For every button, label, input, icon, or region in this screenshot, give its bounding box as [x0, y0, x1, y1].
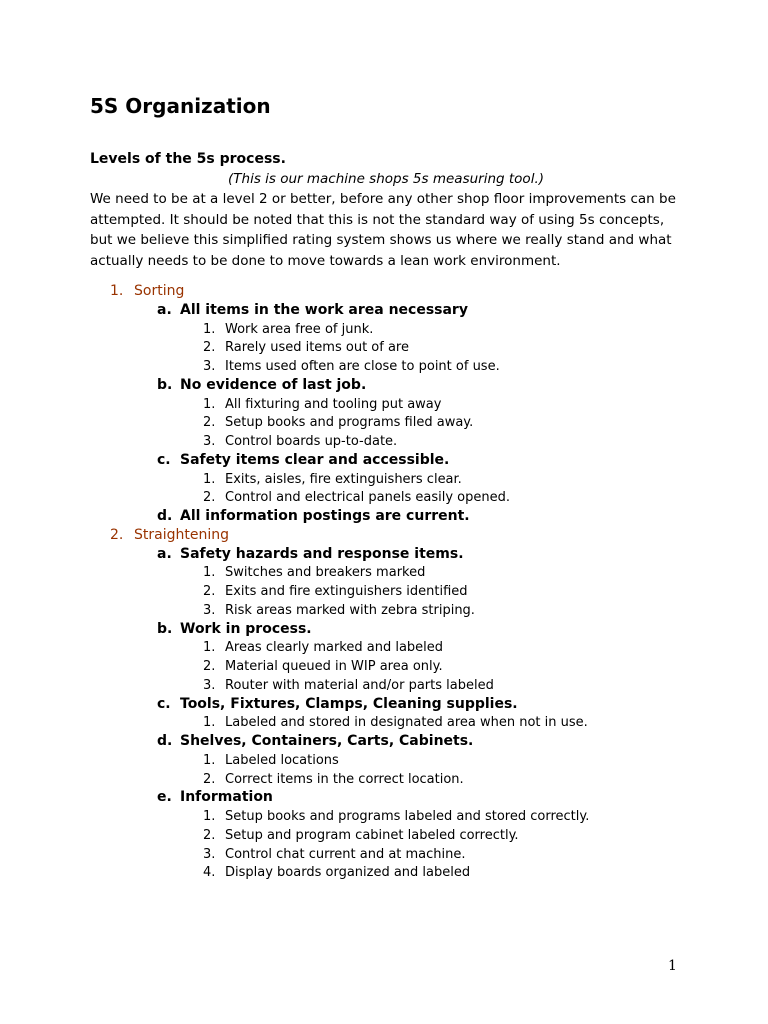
checklist-item-number: 2. — [203, 827, 216, 843]
document-subtitle: Levels of the 5s process. — [90, 151, 286, 167]
criteria-item-label: Tools, Fixtures, Clamps, Cleaning supplies. — [180, 695, 518, 712]
checklist-item-number: 3. — [203, 846, 216, 862]
criteria-item-number: a. — [157, 545, 172, 562]
criteria-item-number: c. — [157, 695, 171, 712]
checklist-item-label: Setup and program cabinet labeled correctly. — [225, 827, 519, 843]
checklist-item-number: 2. — [203, 771, 216, 787]
checklist-item — [0, 582, 768, 601]
criteria-item-label: All information postings are current. — [180, 508, 470, 524]
checklist-item-number: 1. — [203, 565, 216, 581]
criteria-item — [0, 732, 768, 751]
criteria-item-number: d. — [157, 508, 173, 524]
criteria-item-label: Work in process. — [180, 620, 312, 637]
criteria-item-number: a. — [157, 301, 172, 318]
criteria-item — [0, 788, 768, 807]
checklist-item-number: 3. — [203, 602, 216, 618]
checklist-item — [0, 845, 768, 864]
checklist-item-number: 1. — [203, 471, 216, 487]
checklist-item-label: Exits, aisles, fire extinguishers clear. — [225, 471, 462, 487]
checklist-item-label: Items used often are close to point of use. — [225, 359, 500, 374]
checklist-item-label: Control and electrical panels easily opened. — [225, 490, 510, 506]
checklist-item-label: All fixturing and tooling put away — [225, 396, 442, 412]
section-heading — [0, 282, 768, 301]
checklist-item — [0, 357, 768, 376]
criteria-item — [0, 545, 768, 564]
checklist-item-number: 1. — [203, 321, 216, 337]
checklist-item — [0, 807, 768, 826]
criteria-item — [0, 451, 768, 470]
checklist-item-number: 2. — [203, 659, 216, 674]
outline-list — [0, 282, 768, 882]
checklist-item-number: 2. — [203, 490, 216, 506]
checklist-item — [0, 676, 768, 695]
checklist-item-label: Switches and breakers marked — [225, 565, 426, 581]
page-number: 1 — [668, 958, 677, 974]
checklist-item-number: 4. — [203, 865, 216, 881]
checklist-item-number: 2. — [203, 415, 216, 431]
criteria-item-number: b. — [157, 376, 173, 393]
checklist-item-label: Material queued in WIP area only. — [225, 659, 443, 674]
checklist-item-label: Setup books and programs filed away. — [225, 415, 474, 431]
criteria-item-number: e. — [157, 789, 172, 806]
criteria-item-label: Safety hazards and response items. — [180, 545, 464, 562]
checklist-item — [0, 638, 768, 657]
checklist-item-label: Labeled and stored in designated area when not in use. — [225, 715, 588, 731]
section-heading-label: Sorting — [134, 283, 185, 299]
criteria-item — [0, 620, 768, 639]
checklist-item-number: 1. — [203, 396, 216, 412]
checklist-item-label: Correct items in the correct location. — [225, 771, 464, 787]
section-heading — [0, 526, 768, 545]
checklist-item — [0, 432, 768, 451]
checklist-item-number: 2. — [203, 584, 216, 599]
criteria-item-label: Safety items clear and accessible. — [180, 451, 450, 468]
criteria-item — [0, 507, 768, 526]
checklist-item-number: 1. — [203, 715, 216, 731]
checklist-item-number: 3. — [203, 677, 216, 693]
checklist-item — [0, 863, 768, 882]
checklist-item-label: Control chat current and at machine. — [225, 846, 466, 862]
checklist-item — [0, 320, 768, 339]
criteria-item-number: d. — [157, 733, 173, 749]
checklist-item-label: Areas clearly marked and labeled — [225, 640, 444, 656]
measuring-tool-note: (This is our machine shops 5s measuring tool.) — [228, 171, 544, 187]
criteria-item — [0, 376, 768, 395]
checklist-item — [0, 770, 768, 789]
checklist-item-label: Risk areas marked with zebra striping. — [225, 602, 475, 618]
checklist-item-label: Exits and fire extinguishers identified — [225, 584, 468, 599]
checklist-item-label: Labeled locations — [225, 752, 339, 768]
checklist-item-label: Work area free of junk. — [225, 321, 374, 337]
section-heading-label: Straightening — [134, 526, 229, 543]
checklist-item-number: 3. — [203, 359, 216, 374]
criteria-item-number: c. — [157, 451, 171, 468]
checklist-item-label: Setup books and programs labeled and stored correctly. — [225, 809, 590, 824]
criteria-item — [0, 695, 768, 714]
criteria-item — [0, 301, 768, 320]
checklist-item — [0, 713, 768, 732]
section-heading-number: 1. — [110, 283, 124, 299]
criteria-item-label: No evidence of last job. — [180, 376, 367, 393]
checklist-item — [0, 470, 768, 489]
checklist-item-number: 1. — [203, 752, 216, 768]
document-title: 5S Organization — [90, 94, 271, 118]
checklist-item — [0, 826, 768, 845]
criteria-item-number: b. — [157, 620, 173, 637]
checklist-item-label: Control boards up-to-date. — [225, 434, 398, 449]
checklist-item-label: Rarely used items out of are — [225, 340, 409, 356]
checklist-item-number: 1. — [203, 640, 216, 656]
checklist-item — [0, 338, 768, 357]
checklist-item — [0, 413, 768, 432]
checklist-item-label: Router with material and/or parts labeled — [225, 677, 494, 693]
section-heading-number: 2. — [110, 526, 124, 543]
criteria-item-label: Shelves, Containers, Carts, Cabinets. — [180, 733, 474, 749]
checklist-item — [0, 395, 768, 414]
criteria-item-label: Information — [180, 789, 273, 806]
checklist-item — [0, 657, 768, 676]
checklist-item — [0, 751, 768, 770]
checklist-item-number: 2. — [203, 340, 216, 356]
checklist-item-label: Display boards organized and labeled — [225, 865, 471, 881]
checklist-item-number: 1. — [203, 809, 216, 824]
criteria-item-label: All items in the work area necessary — [180, 301, 468, 318]
checklist-item — [0, 488, 768, 507]
intro-paragraph: We need to be at a level 2 or better, before any other shop floor improvements can be attempted. It should be noted that this is not the standard way of using 5s concepts, but we believe this simplified rating system shows us where we really stand and what actually needs to be done to move towards a lean work environment. — [90, 191, 676, 269]
checklist-item-number: 3. — [203, 434, 216, 449]
checklist-item — [0, 563, 768, 582]
checklist-item — [0, 601, 768, 620]
